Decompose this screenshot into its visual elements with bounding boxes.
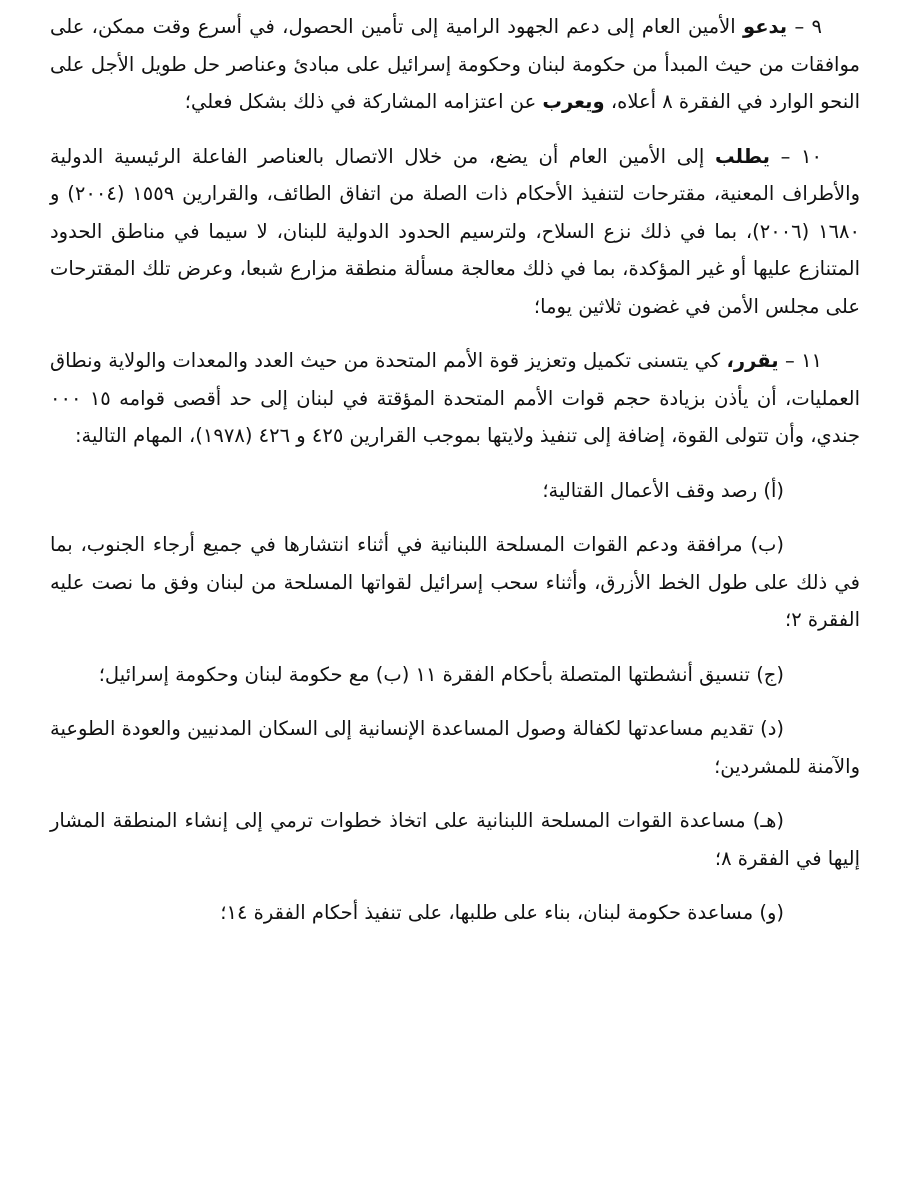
- sub-item-marker: (أ): [763, 478, 784, 502]
- sub-item-marker: (و): [759, 901, 784, 924]
- operative-verb-2: ويعرب: [542, 90, 605, 113]
- sub-item-text: مرافقة ودعم القوات المسلحة اللبنانية في أثناء انتشارها في جميع أرجاء الجنوب، بما في ذلك على طول الخط الأزرق، وأثناء سحب إسرائيل لقواتها المسلحة من لبنان وفق ما نصت عليه الفقرة ٢؛: [50, 533, 860, 631]
- operative-verb: يطلب: [715, 144, 770, 168]
- sub-item-a: [50, 472, 860, 510]
- sub-item-c: [50, 656, 860, 694]
- sub-item-text: تقديم مساعدتها لكفالة وصول المساعدة الإنسانية إلى السكان المدنيين والعودة الطوعية والآمنة للمشردين؛: [50, 717, 860, 778]
- paragraph-number: ١٠ –: [780, 144, 822, 168]
- sub-item-e: [50, 802, 860, 877]
- sub-item-text: مساعدة القوات المسلحة اللبنانية على اتخاذ خطوات ترمي إلى إنشاء المنطقة المشار إليها في الفقرة ٨؛: [50, 809, 860, 870]
- sub-item-f: [50, 894, 860, 932]
- operative-verb: يقرر،: [726, 349, 779, 372]
- sub-item-d: [50, 710, 860, 785]
- operative-verb: يدعو: [743, 15, 788, 38]
- paragraph-text: إلى الأمين العام أن يضع، من خلال الاتصال بالعناصر الفاعلة الرئيسية الدولية والأطراف المعنية، مقترحات لتنفيذ الأحكام ذات الصلة من اتفاق الطائف، والقرارين ١٥٥٩ (٢٠٠٤) و ١٦٨٠ (٢٠٠٦)، بما في ذلك نزع السلاح، ولترسيم الحدود الدولية للبنان، لا سيما في مناطق الحدود المتنازع عليها أو غير المؤكدة، بما في ذلك معالجة مسألة منطقة مزارع شبعا، وعرض تلك المقترحات على مجلس الأمن في غضون ثلاثين يوما؛: [50, 144, 860, 318]
- paragraph-9: [50, 8, 860, 121]
- paragraph-number: ٩ –: [794, 15, 823, 38]
- sub-item-marker: (د): [760, 717, 784, 740]
- sub-item-text: تنسيق أنشطتها المتصلة بأحكام الفقرة ١١ (ب) مع حكومة لبنان وحكومة إسرائيل؛: [98, 662, 750, 686]
- sub-item-text: مساعدة حكومة لبنان، بناء على طلبها، على تنفيذ أحكام الفقرة ١٤؛: [220, 901, 754, 924]
- paragraph-text: كي يتسنى تكميل وتعزيز قوة الأمم المتحدة من حيث العدد والمعدات والولاية ونطاق العمليات، أن يأذن بزيادة حجم قوات الأمم المتحدة المؤقتة في لبنان إلى حد أقصى قوامه ١٥ ٠٠٠ جندي، وأن تتولى القوة، إضافة إلى تنفيذ ولايتها بموجب القرارين ٤٢٥ و ٤٢٦ (١٩٧٨)، المهام التالية:: [50, 349, 860, 447]
- sub-item-marker: (ب): [750, 533, 785, 556]
- sub-item-marker: (هـ): [752, 809, 785, 832]
- sub-item-marker: (ج): [756, 662, 784, 686]
- paragraph-11: [50, 342, 860, 455]
- paragraph-text: الأمين العام إلى دعم الجهود الرامية إلى تأمين الحصول، في أسرع وقت ممكن، على موافقات من حيث المبدأ من حكومة لبنان وحكومة إسرائيل على مبادئ وعناصر حل طويل الأجل على النحو الوارد في الفقرة ٨ أعلاه،: [50, 15, 860, 113]
- paragraph-number: ١١ –: [784, 349, 823, 372]
- sub-item-b: [50, 526, 860, 639]
- sub-item-text: رصد وقف الأعمال القتالية؛: [542, 478, 758, 502]
- paragraph-text-2: عن اعتزامه المشاركة في ذلك بشكل فعلي؛: [184, 90, 537, 113]
- paragraph-10: [50, 138, 860, 326]
